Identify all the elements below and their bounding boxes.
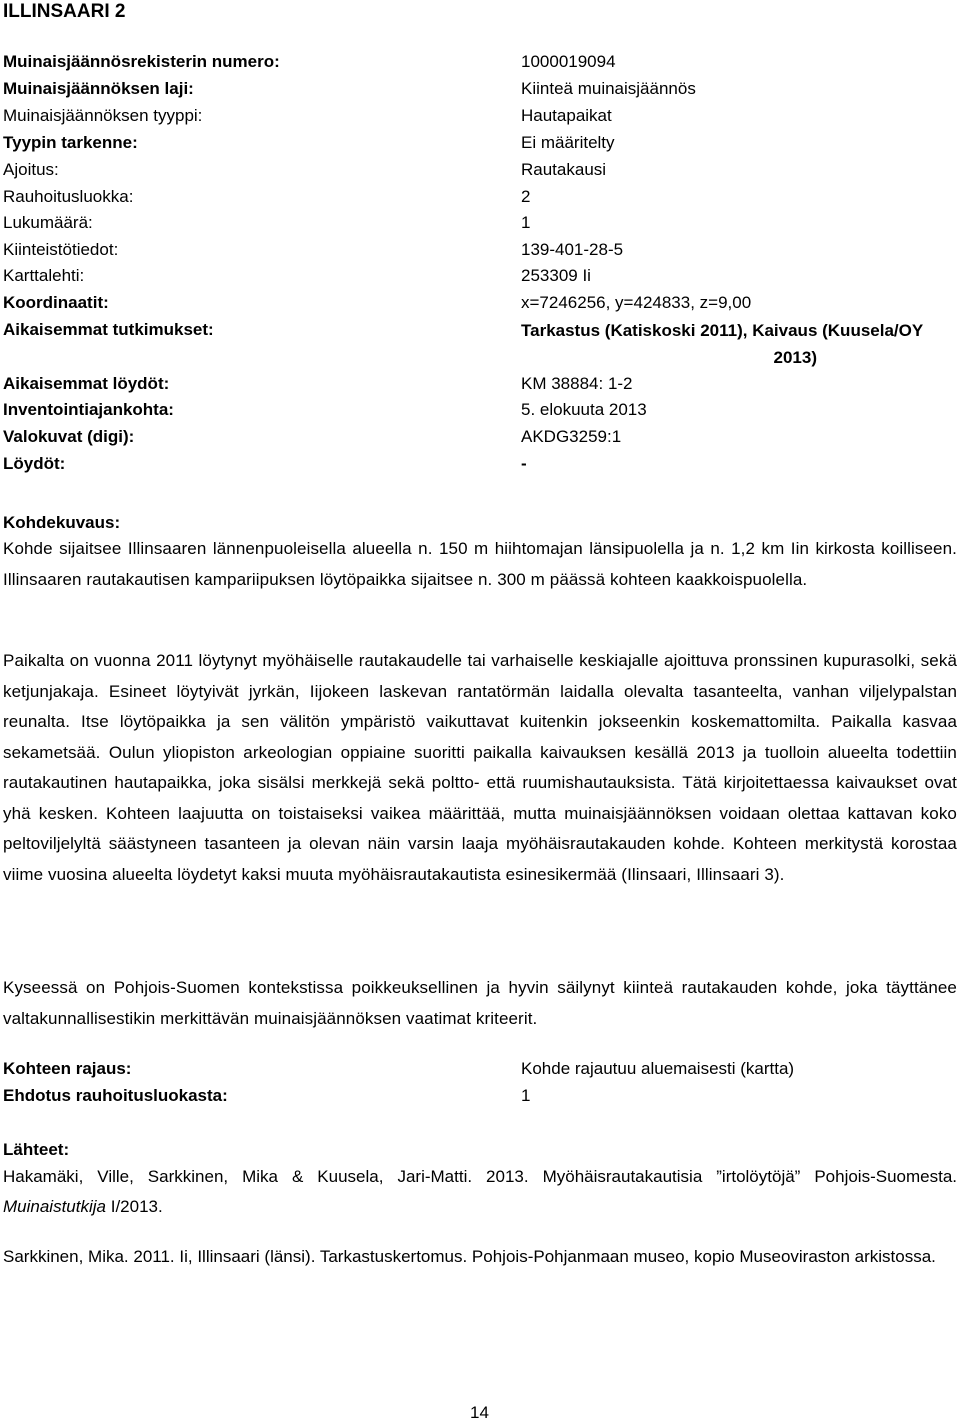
field-row-boundary [3, 1056, 958, 1082]
field-value: 5. elokuuta 2013 [521, 400, 647, 419]
field-label: Kiinteistötiedot: [3, 240, 119, 259]
description-paragraph-1: Kohde sijaitsee Illinsaaren lännenpuoleisella alueella n. 150 m hiihtomajan länsipuolella ja n. 1,2 km Iin kirkosta koilliseen. Illinsaaren rautakautisen kampariipuksen löytöpaikka sijaitsee n. 300 m päässä kohteen kaakkoispuolella. [3, 539, 957, 589]
field-value: 2 [521, 187, 531, 206]
description-paragraph-2: Paikalta on vuonna 2011 löytynyt myöhäiselle rautakaudelle tai varhaiselle keskiajalle ajoittuva pronssinen kupurasolki, sekä ketjunjakaja. Esineet löytyivät jyrkän, Iijokeen laskevan rantatörmän laidalla olevalta tasanteelta, vanhan viljelypalstan reunalta. Itse löytöpaikka ja sen välitön ympäristö vaikuttavat kuitenkin jokseenkin koskemattomilta. Paikalla kasvaa sekametsää. Oulun yliopiston arkeologian oppiaine suoritti paikalla kaivauksen kesällä 2013 ja tuolloin alueelta todettiin rautakautinen hautapaikka, joka sisälsi merkkejä sekä poltto- että ruumishautauksista. Tätä kirjoitettaessa kaivaukset ovat yhä kesken. Kohteen laajuutta on toistaiseksi vaikea määrittää, mutta muinaisjäännöksen voidaan olettaa kattavan koko peltoviljelyltä säästyneen tasanteen ja olevan näin varsin laaja myöhäisrautakauden kohde. Kohteen merkitystä korostaa viime vuosina alueelta löydetyt kaksi muuta myöhäisrautakautista esinesikermää (Ilinsaari, Illinsaari 3). [3, 651, 957, 884]
field-row-property [3, 237, 958, 263]
previous-studies-line-1: Tarkastus (Katiskoski 2011), Kaivaus (Kuusela/OY [521, 321, 924, 340]
field-row-photos [3, 424, 958, 450]
field-value: 1000019094 [521, 52, 616, 71]
field-label: Muinaisjäännösrekisterin numero: [3, 52, 280, 71]
field-value: 1 [521, 1086, 531, 1105]
field-row-subtype [3, 103, 958, 129]
description-title: Kohdekuvaus: [3, 513, 121, 532]
field-value: Kohde rajautuu aluemaisesti (kartta) [521, 1059, 795, 1078]
source-journal: Muinaistutkija [3, 1197, 106, 1216]
field-row-count [3, 210, 958, 236]
field-label: Koordinaatit: [3, 293, 109, 312]
field-label: Löydöt: [3, 454, 66, 473]
field-row-type [3, 76, 958, 102]
field-label: Inventointiajankohta: [3, 400, 174, 419]
field-value: 139-401-28-5 [521, 240, 624, 259]
field-row-register-number [3, 49, 958, 75]
previous-studies-line-2: 2013) [773, 348, 817, 367]
source-text-after: I/2013. [106, 1197, 163, 1216]
field-value: 1 [521, 213, 531, 232]
field-label: Ehdotus rauhoitusluokasta: [3, 1086, 228, 1105]
field-label: Aikaisemmat löydöt: [3, 374, 170, 393]
source-item-2 [3, 1242, 957, 1272]
field-value: AKDG3259:1 [521, 427, 622, 446]
field-value: - [521, 454, 527, 473]
field-row-inventory-date [3, 397, 958, 423]
field-row-protection-proposal [3, 1083, 958, 1109]
page-heading: ILLINSAARI 2 [3, 1, 126, 22]
description-paragraph-3: Kyseessä on Pohjois-Suomen kontekstissa poikkeuksellinen ja hyvin säilynyt kiinteä rautakauden kohde, joka täyttänee valtakunnallisestikin merkittävän muinaisjäännöksen vaatimat kriteerit. [3, 978, 957, 1028]
field-row-map-sheet [3, 263, 958, 289]
field-row-dating [3, 157, 958, 183]
field-value: 253309 Ii [521, 266, 591, 285]
field-label: Tyypin tarkenne: [3, 133, 138, 152]
field-row-protection-class [3, 184, 958, 210]
page-number: 14 [470, 1403, 489, 1422]
field-row-finds [3, 451, 958, 477]
field-label: Aikaisemmat tutkimukset: [3, 320, 214, 339]
field-row-type-detail [3, 130, 958, 156]
source-item-1 [3, 1162, 957, 1222]
field-value: Rautakausi [521, 160, 607, 179]
sources-title: Lähteet: [3, 1140, 70, 1159]
field-value: Ei määritelty [521, 133, 615, 152]
field-label: Lukumäärä: [3, 213, 93, 232]
field-label: Ajoitus: [3, 160, 59, 179]
field-label: Valokuvat (digi): [3, 427, 135, 446]
source-text: Sarkkinen, Mika. 2011. Ii, Illinsaari (länsi). Tarkastuskertomus. Pohjois-Pohjanmaan museo, kopio Museoviraston arkistossa. [3, 1247, 936, 1266]
field-label: Rauhoitusluokka: [3, 187, 134, 206]
field-label: Karttalehti: [3, 266, 85, 285]
previous-studies-value [521, 317, 957, 371]
field-row-coordinates [3, 290, 958, 316]
field-value: Hautapaikat [521, 106, 612, 125]
source-text: Hakamäki, Ville, Sarkkinen, Mika & Kuusela, Jari-Matti. 2013. Myöhäisrautakautisia ”irtolöytöjä” Pohjois-Suomesta. [3, 1167, 957, 1186]
field-label: Muinaisjäännöksen laji: [3, 79, 194, 98]
field-value: Kiinteä muinaisjäännös [521, 79, 696, 98]
field-value: KM 38884: 1-2 [521, 374, 633, 393]
field-row-previous-finds [3, 371, 958, 397]
field-label: Kohteen rajaus: [3, 1059, 132, 1078]
field-label: Muinaisjäännöksen tyyppi: [3, 106, 203, 125]
field-value: x=7246256, y=424833, z=9,00 [521, 293, 752, 312]
